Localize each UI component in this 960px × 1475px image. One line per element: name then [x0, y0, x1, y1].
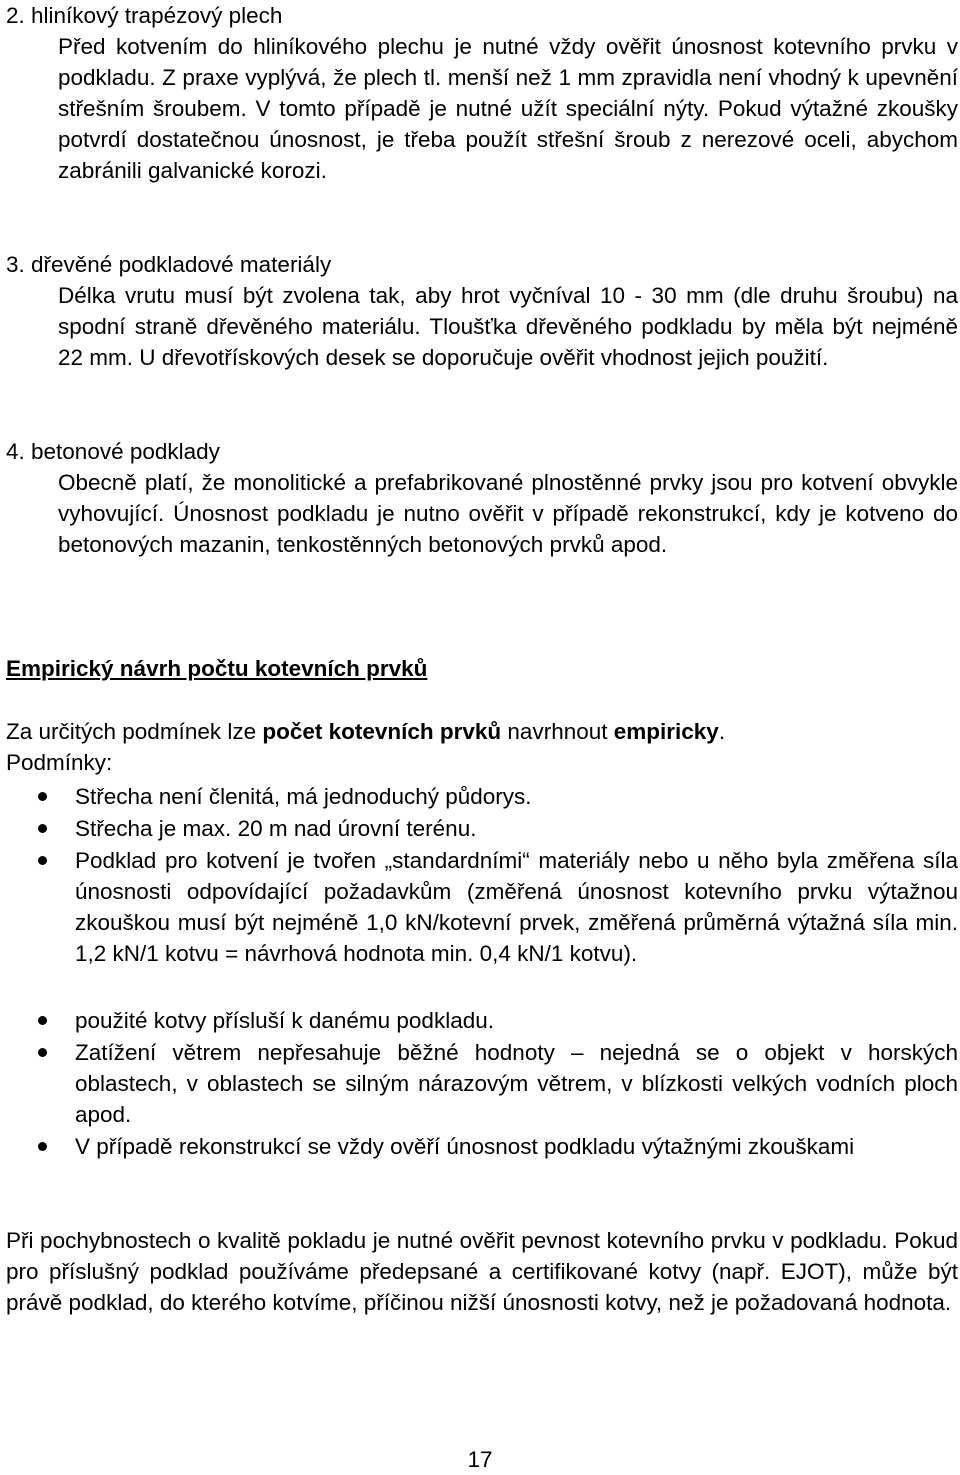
bullet-icon — [38, 1016, 47, 1025]
intro-text-1: Za určitých podmínek lze — [6, 719, 263, 744]
bullet-icon — [38, 1048, 47, 1057]
section-3-title: 3. dřevěné podkladové materiály — [6, 252, 332, 277]
bullet-icon — [38, 856, 47, 865]
section-4-title: 4. betonové podklady — [6, 439, 220, 464]
bullet-icon — [38, 792, 47, 801]
section-4-body: Obecně platí, že monolitické a prefabrikované plnostěnné prvky jsou pro kotvení obvykle vyhovující. Únosnost podkladu je nutno ověřit v případě rekonstrukcí, kdy je kotveno do betonových mazanin, tenkostěnných betonových prvků apod. — [58, 470, 958, 557]
intro-paragraph — [6, 716, 958, 747]
section-2-title: 2. hliníkový trapézový plech — [6, 3, 283, 28]
list-item-text: použité kotvy přísluší k danému podkladu. — [75, 1008, 494, 1033]
list-item-text: Podklad pro kotvení je tvořen „standardními“ materiály nebo u něho byla změřena síla únosnosti odpovídající požadavkům (změřená únosnost kotevního prvku výtažnou zkouškou musí být nejméně 1,0 kN/kotevní prvek, změřená průměrná výtažná síla min. 1,2 kN/1 kotvu = návrhová hodnota min. 0,4 kN/1 kotvu). — [75, 848, 958, 966]
list-item-text: Střecha je max. 20 m nad úrovní terénu. — [75, 816, 477, 841]
bullet-icon — [38, 824, 47, 833]
list-item-text: Střecha není členitá, má jednoduchý půdorys. — [75, 784, 532, 809]
closing-paragraph: Při pochybnostech o kvalitě pokladu je nutné ověřit pevnost kotevního prvku v podkladu. Pokud pro příslušný podklad používáme předepsané a certifikované kotvy (např. EJOT), může být právě podklad, do kterého kotvíme, příčinou nižší únosnosti kotvy, než je požadovaná hodnota. — [6, 1228, 958, 1315]
bullet-icon — [38, 1142, 47, 1151]
page-number: 17 — [467, 1447, 493, 1472]
intro-bold-empirically: empiricky — [613, 719, 719, 744]
section-2-body: Před kotvením do hliníkového plechu je nutné vždy ověřit únosnost kotevního prvku v podkladu. Z praxe vyplývá, že plech tl. menší než 1 mm zpravidla není vhodný k upevnění střešním šroubem. V tomto případě je nutné užít speciální nýty. Pokud výtažné zkoušky potvrdí dostatečnou únosnost, je třeba použít střešní šroub z nerezové oceli, abychom zabránili galvanické korozi. — [58, 34, 958, 183]
list-item-text: Zatížení větrem nepřesahuje běžné hodnoty – nejedná se o objekt v horských oblastech, v oblastech se silným nárazovým větrem, v blízkosti velkých vodních ploch apod. — [75, 1040, 958, 1127]
list-item-text: V případě rekonstrukcí se vždy ověří únosnost podkladu výtažnými zkouškami — [75, 1134, 855, 1159]
intro-text-2: navrhnout — [501, 719, 614, 744]
intro-text-3: . — [718, 719, 726, 744]
section-3-body: Délka vrutu musí být zvolena tak, aby hrot vyčníval 10 - 30 mm (dle druhu šroubu) na spodní straně dřevěného materiálu. Tloušťka dřevěného podkladu by měla být nejméně 22 mm. U dřevotřískových desek se doporučuje ověřit vhodnost jejich použití. — [58, 283, 958, 370]
intro-bold-count: počet kotevních prvků — [262, 719, 502, 744]
heading-empirical-design: Empirický návrh počtu kotevních prvků — [6, 656, 428, 681]
conditions-label: Podmínky: — [6, 750, 113, 775]
